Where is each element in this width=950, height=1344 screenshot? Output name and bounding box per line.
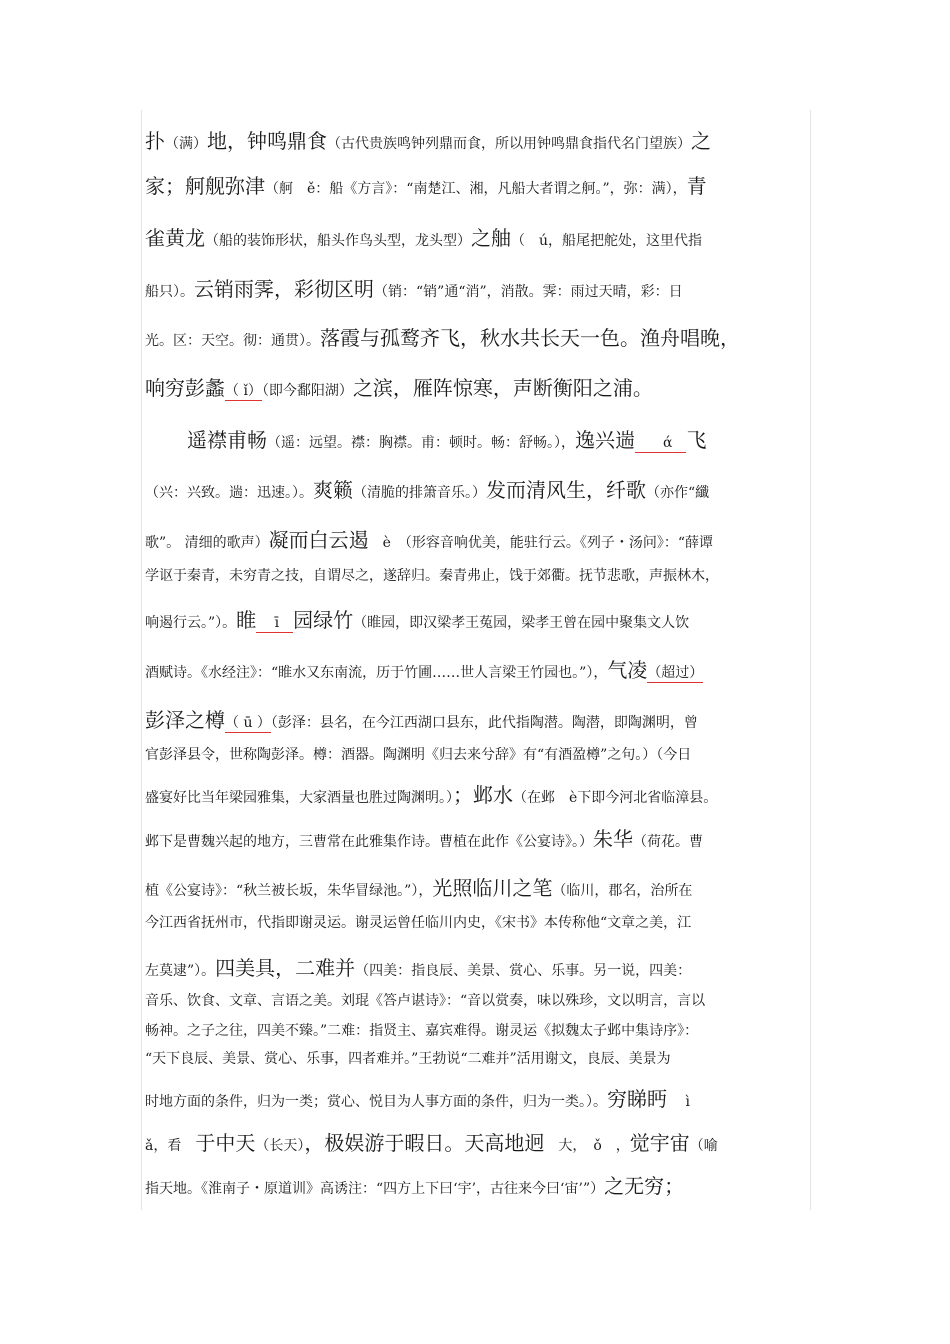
key-phrase: 逸兴遄 xyxy=(575,428,635,452)
main-text: 之 xyxy=(691,129,711,153)
key-phrase: 爽籁 xyxy=(313,478,353,502)
annotation: （清脆的排箫音乐。） xyxy=(353,485,486,501)
annotation: （荷花。曹 xyxy=(633,834,703,850)
text-line xyxy=(145,125,810,154)
annotation: （喻 xyxy=(689,1138,718,1154)
key-phrase: 舳 xyxy=(491,226,511,250)
text-line xyxy=(145,704,810,733)
key-phrase: 彭泽之樽 xyxy=(145,708,225,732)
text-line xyxy=(145,1048,810,1068)
annotation: 学讴于秦青，未穷青之技，自谓尽之，遂辞归。秦青弗止，饯于郊衢。抚节悲歌，声振林木， xyxy=(145,568,719,584)
text-line xyxy=(145,990,810,1010)
annotation: 植《公宴诗》：“秋兰被长坂，朱华冒绿池。”）， xyxy=(145,883,433,899)
annotation: 时地方面的条件，归为一类；赏心、悦目为人事方面的条件，归为一类。）。 xyxy=(145,1094,607,1110)
main-text: ，极娱游于暇日。天高地 xyxy=(304,1131,525,1155)
annotation: （即今鄱阳湖） xyxy=(261,383,353,399)
text-line xyxy=(145,604,810,633)
main-text: 之无穷； xyxy=(604,1174,685,1198)
key-phrase: 觉宇宙 xyxy=(629,1131,690,1155)
annotation: 畅神。之子之往，四美不臻。”二难：指贤主、嘉宾难得。谢灵运《拟魏太子邺中集诗序》： xyxy=(145,1023,699,1039)
main-text: ； xyxy=(453,783,473,807)
text-line xyxy=(145,1020,810,1040)
annotation: （满） xyxy=(165,136,207,152)
annotation xyxy=(145,435,187,451)
pronunciation-note: ī xyxy=(256,615,294,631)
text-line xyxy=(145,1170,810,1199)
text-line xyxy=(145,524,810,553)
annotation: ì xyxy=(667,1094,690,1110)
key-phrase: 迥 xyxy=(524,1131,545,1155)
annotation: （睢园，即汉梁孝王菟园，梁孝王曾在园中聚集文人饮 xyxy=(353,615,690,631)
key-phrase: 气凌 xyxy=(607,658,648,682)
key-phrase: 白云遏 xyxy=(308,528,369,552)
key-phrase: 于中天 xyxy=(195,1131,256,1155)
pronunciation-note: （ ū ） xyxy=(225,715,271,731)
annotation: （亦作“纖 xyxy=(646,485,710,501)
annotation: （彭泽：县名，在今江西湖口县东，此代指陶潜。陶潜，即陶渊明，曾 xyxy=(270,715,698,731)
key-phrase: 光照临川之笔 xyxy=(432,876,553,900)
annotation: 音乐、饮食、文章、言语之美。刘琨《答卢谌诗》：“音以赏奏，味以殊珍，文以明言，言以 xyxy=(145,993,706,1009)
key-phrase: 云销雨霁，彩彻区明 xyxy=(194,277,374,301)
text-line xyxy=(145,912,810,932)
annotation: 盛宴好比当年梁园雅集，大家酒量也胜过陶渊明。） xyxy=(145,790,453,806)
pronunciation-note: （ ǐ） xyxy=(225,383,262,399)
text-line xyxy=(145,779,810,808)
main-text: 发而清风生， xyxy=(486,478,606,502)
main-text: 落霞与孤鹜齐飞，秋水共长天一色。渔舟唱晚， xyxy=(320,326,740,350)
annotation: 大， ǒ ， xyxy=(544,1138,630,1154)
key-phrase: 园绿竹 xyxy=(293,608,354,632)
annotation: 左莫逮”）。 xyxy=(145,963,216,979)
annotation: è （形容音响优美，能驻行云。《列子・汤问》：“薛谭 xyxy=(368,535,714,551)
main-text: 地， xyxy=(207,129,247,153)
annotation: （古代贵族鸣钟列鼎而食，所以用钟鸣鼎食指代名门望族） xyxy=(327,136,691,152)
text-line xyxy=(145,872,810,901)
main-text: 响穷 xyxy=(145,376,185,400)
key-phrase: 雀黄龙 xyxy=(145,226,205,250)
annotation: （兴：兴致。遄：迅速。）。 xyxy=(145,485,313,501)
annotation: （遥：远望。襟：胸襟。甫：顿时。畅：舒畅。）， xyxy=(267,435,575,451)
annotation: 船只）。 xyxy=(145,284,194,300)
text-line xyxy=(145,744,810,764)
text-line xyxy=(145,1083,810,1112)
key-phrase: 四美具，二难并 xyxy=(215,956,356,980)
annotation: 指天地。《淮南子・原道训》高诱注：“四方上下曰‘宇’，古往来今曰‘宙’”） xyxy=(145,1181,605,1197)
main-text: 凝而 xyxy=(268,528,309,552)
key-phrase: 纤歌 xyxy=(606,478,646,502)
text-line xyxy=(145,474,810,503)
text-line xyxy=(145,170,810,199)
annotation: 响遏行云。”）。 xyxy=(145,615,237,631)
key-phrase: 舸舰弥津 xyxy=(185,174,265,198)
key-phrase: 彭蠡 xyxy=(185,376,225,400)
key-phrase: 睢 xyxy=(236,608,257,632)
main-text: 之 xyxy=(471,226,491,250)
annotation: （临川，郡名，治所在 xyxy=(552,883,693,899)
text-line xyxy=(145,952,810,981)
annotation: 歌”。 清细的歌声） xyxy=(145,535,269,551)
text-line xyxy=(145,372,810,401)
pronunciation-note: （超过） xyxy=(647,665,704,681)
key-phrase: 遥襟甫畅 xyxy=(187,428,267,452)
main-text: 飞 xyxy=(686,428,707,452)
text-line xyxy=(145,424,810,453)
annotation: “天下良辰、美景、赏心、乐事，四者难并。”王勃说“二难并”活用谢文，良辰、美景为 xyxy=(145,1051,671,1067)
annotation: 官彭泽县令，世称陶彭泽。樽：酒器。陶渊明《归去来兮辞》有“有酒盈樽”之句。）（今日 xyxy=(145,747,692,763)
key-phrase: 青 xyxy=(686,174,707,198)
key-phrase: 钟鸣鼎食 xyxy=(247,129,327,153)
main-text: 扑 xyxy=(145,129,165,153)
annotation: （舸 ě：船《方言》：“南楚江、湘，凡船大者谓之舸。”，弥：满）， xyxy=(265,181,687,197)
annotation: （在邺 è下即今河北省临漳县。 xyxy=(513,790,718,806)
annotation: （长天） xyxy=(255,1138,305,1154)
annotation: （销：“销”通“消”，消散。霁：雨过天晴，彩：日 xyxy=(374,284,683,300)
annotation: 光。区：天空。彻：通贯）。 xyxy=(145,333,320,349)
annotation: （ ú，船尾把舵处，这里代指 xyxy=(511,233,703,249)
key-phrase: 邺水 xyxy=(473,783,513,807)
text-line xyxy=(145,565,810,585)
text-line xyxy=(145,654,810,683)
pronunciation-note: ά xyxy=(635,435,687,451)
main-text: 家； xyxy=(145,174,185,198)
annotation: （船的装饰形状，船头作鸟头型，龙头型） xyxy=(205,233,471,249)
annotation: 酒赋诗。《水经注》：“睢水又东南流，历于竹圃……世人言梁王竹园也。”）， xyxy=(145,665,608,681)
key-phrase: 朱华 xyxy=(593,827,633,851)
annotation: （四美：指良辰、美景、赏心、乐事。另一说，四美： xyxy=(355,963,692,979)
annotation: ǎ，看 xyxy=(145,1138,196,1154)
text-line xyxy=(145,273,810,302)
text-line xyxy=(145,222,810,251)
main-text: 之滨，雁阵惊寒，声断衡阳之浦。 xyxy=(352,376,653,400)
text-line xyxy=(145,1127,810,1156)
annotation: 邺下是曹魏兴起的地方，三曹常在此雅集作诗。曹植在此作《公宴诗》。） xyxy=(145,834,593,850)
annotation: 今江西省抚州市，代指即谢灵运。谢灵运曾任临川内史，《宋书》本传称他“文章之美，江 xyxy=(145,915,692,931)
text-line xyxy=(145,823,810,852)
key-phrase: 穷睇眄 xyxy=(607,1087,667,1111)
text-line xyxy=(145,322,810,351)
